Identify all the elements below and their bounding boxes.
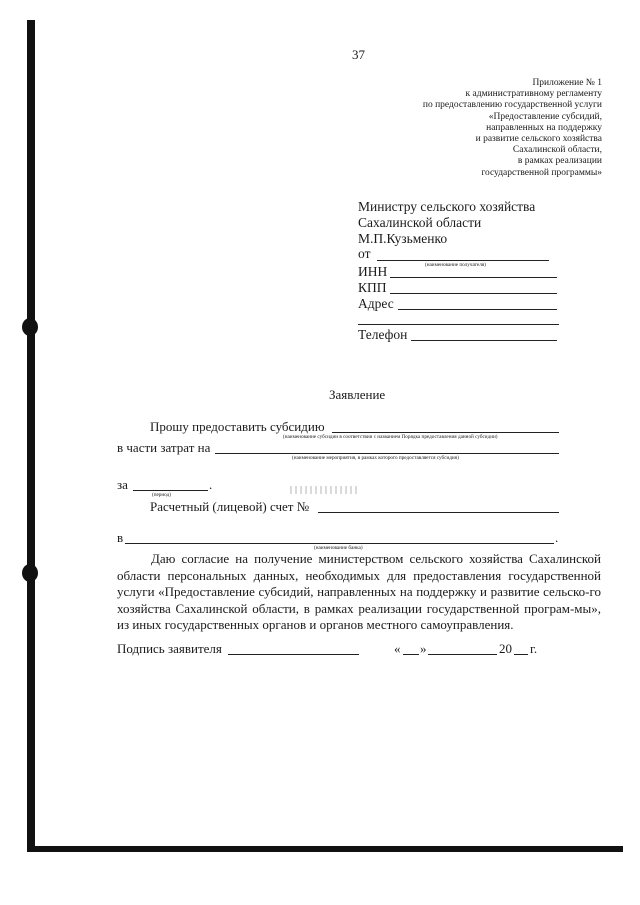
period-label: за [117, 477, 128, 492]
kpp-label: КПП [358, 280, 387, 295]
from-caption: (наименование получателя) [425, 262, 486, 268]
from-field[interactable] [377, 260, 549, 261]
account-label: Расчетный (лицевой) счет № [150, 499, 310, 514]
bank-caption: (наименование банка) [314, 545, 363, 551]
consent-paragraph: Даю согласие на получение министерством сельского хозяйства Сахалинской области персональных данных, необходимых для предоставления государственной услуги «Предоставление субсидий, направленных на поддержку и развитие сельско-го хозяйства Сахалинской области, в рамках реализации государственной програм-мы», из иных государственных органов и органов местного самоуправления. [117, 551, 601, 633]
subsidy-caption: (наименование субсидии в соответствии с названием Порядка предоставления данной субсидии) [283, 434, 498, 440]
costs-field[interactable] [215, 453, 559, 454]
date-close-quote: » [420, 641, 427, 656]
period-field[interactable] [133, 490, 208, 491]
appendix-line: и развитие сельского хозяйства [475, 134, 602, 145]
phone-field[interactable] [411, 340, 557, 341]
signature-label: Подпись заявителя [117, 641, 222, 656]
page-number: 37 [352, 47, 365, 62]
subsidy-name-field[interactable] [332, 432, 559, 433]
addressee-line: Министру сельского хозяйства [358, 199, 536, 214]
appendix-block [423, 78, 602, 179]
date-month-field[interactable] [428, 654, 497, 655]
appendix-line: Сахалинской области, [512, 145, 602, 156]
costs-caption: (наименование мероприятия, в рамках которого предоставляется субсидия) [292, 455, 459, 461]
year-prefix: 20 [499, 641, 512, 656]
scan-bottom-edge [27, 846, 623, 852]
year-suffix: г. [530, 641, 538, 656]
costs-label: в части затрат на [117, 440, 211, 455]
date-year-field[interactable] [514, 654, 528, 655]
inn-label: ИНН [358, 264, 388, 279]
from-label: от [358, 246, 371, 261]
request-text: Прошу предоставить субсидию [150, 419, 325, 434]
punch-hole [22, 564, 38, 582]
date-day-field[interactable] [403, 654, 419, 655]
punch-hole [22, 318, 38, 336]
address-field-line2[interactable] [358, 324, 559, 325]
inn-field[interactable] [390, 277, 557, 278]
kpp-field[interactable] [390, 293, 557, 294]
period-dot: . [209, 477, 213, 492]
bank-field[interactable] [125, 543, 554, 544]
period-caption: (период) [152, 492, 171, 498]
bank-dot: . [555, 530, 559, 545]
appendix-line: в рамках реализации [517, 156, 602, 167]
addressee-line: М.П.Кузьменко [358, 231, 448, 246]
scan-noise [290, 486, 360, 494]
phone-label: Телефон [358, 327, 408, 342]
addressee-line: Сахалинской области [358, 215, 482, 230]
date-open-quote: « [394, 641, 401, 656]
document-title: Заявление [329, 387, 386, 402]
address-label: Адрес [358, 296, 394, 311]
appendix-line: «Предоставление субсидий, [488, 111, 602, 122]
appendix-line: направленных на поддержку [486, 122, 602, 133]
appendix-line: государственной программы» [481, 167, 602, 178]
appendix-line: Приложение № 1 [532, 78, 602, 88]
appendix-line: к административному регламенту [465, 89, 602, 100]
appendix-line: по предоставлению государственной услуги [422, 100, 602, 111]
bank-label: в [117, 530, 124, 545]
address-field[interactable] [398, 309, 557, 310]
scan-binding-edge [27, 20, 35, 850]
signature-field[interactable] [228, 654, 359, 655]
account-field[interactable] [318, 512, 559, 513]
